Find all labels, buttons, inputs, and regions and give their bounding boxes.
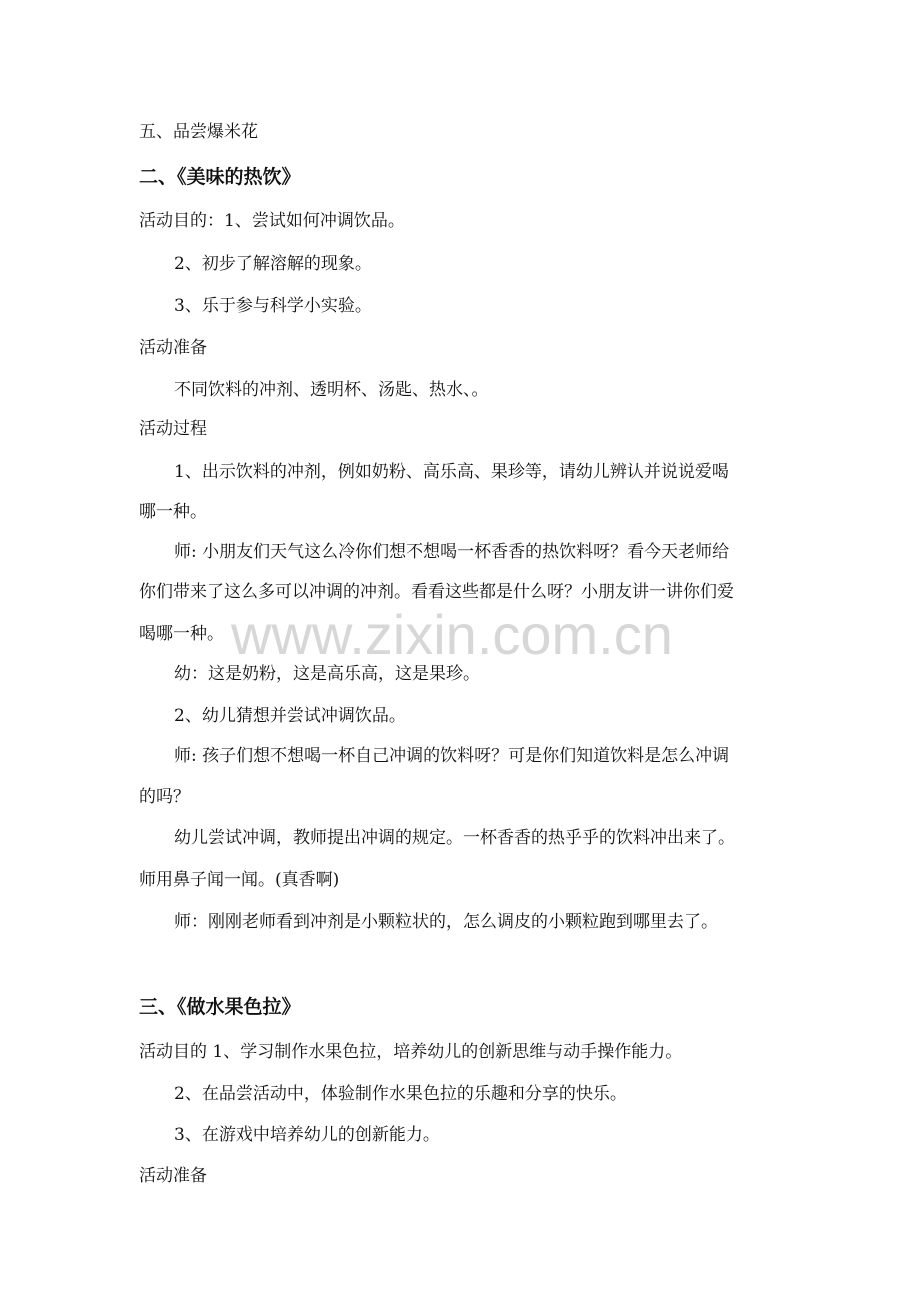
process-label: 活动过程 xyxy=(139,419,207,439)
prep-label: 活动准备 xyxy=(139,338,207,358)
watermark: www.zixin.com.cn xyxy=(231,603,673,666)
goal-line-2: 2、在品尝活动中，体验制作水果色拉的乐趣和分享的快乐。 xyxy=(174,1084,627,1104)
paragraph-text: 幼儿尝试冲调，教师提出冲调的规定。一杯香香的热乎乎的饮料冲出来了。 xyxy=(174,828,735,848)
paragraph-text: 喝哪一种。 xyxy=(139,624,224,644)
prep-label: 活动准备 xyxy=(139,1166,207,1186)
goal-line-1: 活动目的：1、尝试如何冲调饮品。 xyxy=(139,211,405,231)
prep-text: 不同饮料的冲剂、透明杯、汤匙、热水、。 xyxy=(174,380,489,400)
section-heading-fruit-salad: 三、《做水果色拉》 xyxy=(139,996,301,1018)
paragraph-text: 的吗？ xyxy=(139,787,190,807)
section-heading-hot-drinks: 二、《美味的热饮》 xyxy=(139,166,301,188)
goal-line-2: 2、初步了解溶解的现象。 xyxy=(174,254,372,274)
paragraph-text: 哪一种。 xyxy=(139,502,207,522)
paragraph-text: 师: 孩子们想不想喝一杯自己冲调的饮料呀？可是你们知道饮料是怎么冲调 xyxy=(174,746,730,766)
paragraph-text: 师：刚刚老师看到冲剂是小颗粒状的，怎么调皮的小颗粒跑到哪里去了。 xyxy=(174,912,718,932)
paragraph-text: 幼：这是奶粉，这是高乐高，这是果珍。 xyxy=(174,664,480,684)
list-item-popcorn: 五、品尝爆米花 xyxy=(139,122,258,142)
paragraph-text: 师用鼻子闻一闻。(真香啊) xyxy=(139,870,340,890)
paragraph-text: 1、出示饮料的冲剂，例如奶粉、高乐高、果珍等，请幼儿辨认并说说爱喝 xyxy=(174,462,729,482)
goal-line-1: 活动目的 1、学习制作水果色拉，培养幼儿的创新思维与动手操作能力。 xyxy=(139,1042,683,1062)
paragraph-text: 师: 小朋友们天气这么冷你们想不想喝一杯香香的热饮料呀？看今天老师给 xyxy=(174,542,730,562)
goal-line-3: 3、在游戏中培养幼儿的创新能力。 xyxy=(174,1125,440,1145)
goal-line-3: 3、乐于参与科学小实验。 xyxy=(174,296,372,316)
paragraph-text: 2、幼儿猜想并尝试冲调饮品。 xyxy=(174,706,406,726)
paragraph-text: 你们带来了这么多可以冲调的冲剂。看看这些都是什么呀？小朋友讲一讲你们爱 xyxy=(139,582,734,602)
